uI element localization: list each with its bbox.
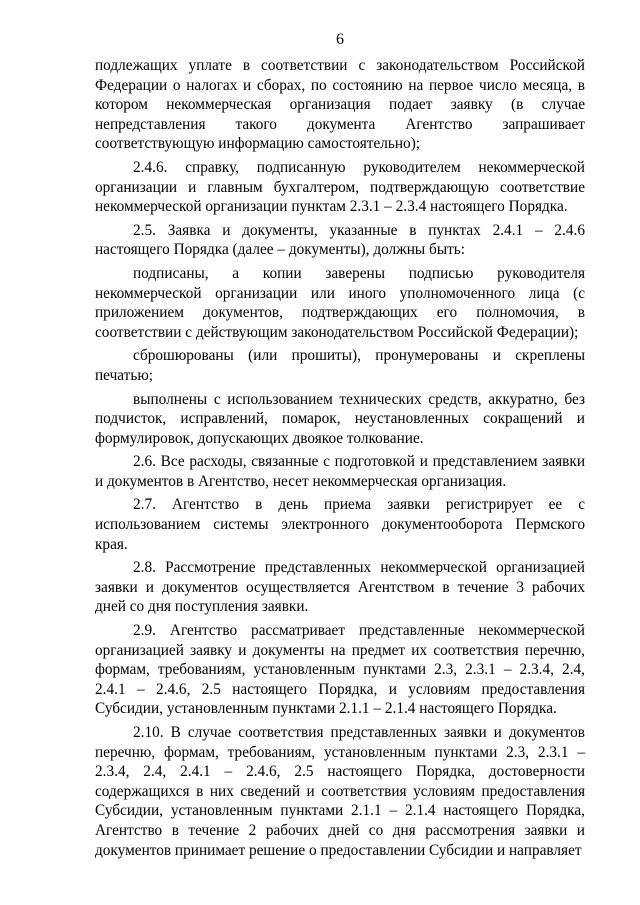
paragraph-executed: выполнены с использованием технических средств, аккуратно, без подчисток, исправлений, помарок, неустановленных сокращений и формулировок, допускающих двоякое толкование. — [95, 390, 585, 447]
paragraph-2-6: 2.6. Все расходы, связанные с подготовкой и представлением заявки и документов в Агентство, несет некоммерческая организация. — [95, 453, 585, 490]
page-number: 6 — [336, 31, 344, 48]
paragraph-2-10: 2.10. В случае соответствия представленных заявки и документов перечню, формам, требованиям, установленным пунктами 2.3, 2.3.1 – 2.3.4, 2.4, 2.4.1 – 2.4.6, 2.5 настоящего Порядка, достоверности содержащихся в них сведений и соответствия условиям предоставления Субсидии, установленным пунктами 2.1.1 – 2.1.4 настоящего Порядка, Агентство в течение 2 рабочих дней со дня рассмотрения заявки и документов принимает решение о предоставлении Субсидии и направляет — [95, 724, 585, 859]
paragraph-continuation: подлежащих уплате в соответствии с законодательством Российской Федерации о налогах и сборах, по состоянию на первое число месяца, в котором некоммерческая организация подает заявку (в случае непредставления такого документа Агентство запрашивает соответствующую информацию самостоятельно); — [95, 57, 585, 153]
paragraph-2-4-6: 2.4.6. справку, подписанную руководителем некоммерческой организации и главным бухгалтером, подтверждающую соответствие некоммерческой организации пунктам 2.3.1 – 2.3.4 настоящего Порядка. — [95, 158, 585, 216]
paragraph-2-8: 2.8. Рассмотрение представленных некоммерческой организацией заявки и документов осуществляется Агентством в течение 3 рабочих дней со дня поступления заявки. — [95, 559, 585, 616]
paragraph-bound: сброшюрованы (или прошиты), пронумерованы и скреплены печатью; — [95, 347, 585, 384]
paragraph-2-9: 2.9. Агентство рассматривает представленные некоммерческой организацией заявку и документы на предмет их соответствия перечню, формам, требованиям, установленным пунктами 2.3, 2.3.1 – 2.3.4, 2.4, 2.4.1 – 2.4.6, 2.5 настоящего Порядка, и условиям предоставления Субсидии, установленным пунктами 2.1.1 – 2.1.4 настоящего Порядка. — [95, 622, 585, 718]
paragraph-2-5: 2.5. Заявка и документы, указанные в пунктах 2.4.1 – 2.4.6 настоящего Порядка (далее – документы), должны быть: — [95, 221, 585, 259]
paragraph-signed: подписаны, а копии заверены подписью руководителя некоммерческой организации или иного уполномоченного лица (с приложением документов, подтверждающих его полномочия, в соответствии с действующим законодательством Российской Федерации); — [95, 264, 585, 341]
paragraph-2-7: 2.7. Агентство в день приема заявки регистрирует ее с использованием системы электронного документооборота Пермского края. — [95, 496, 585, 553]
